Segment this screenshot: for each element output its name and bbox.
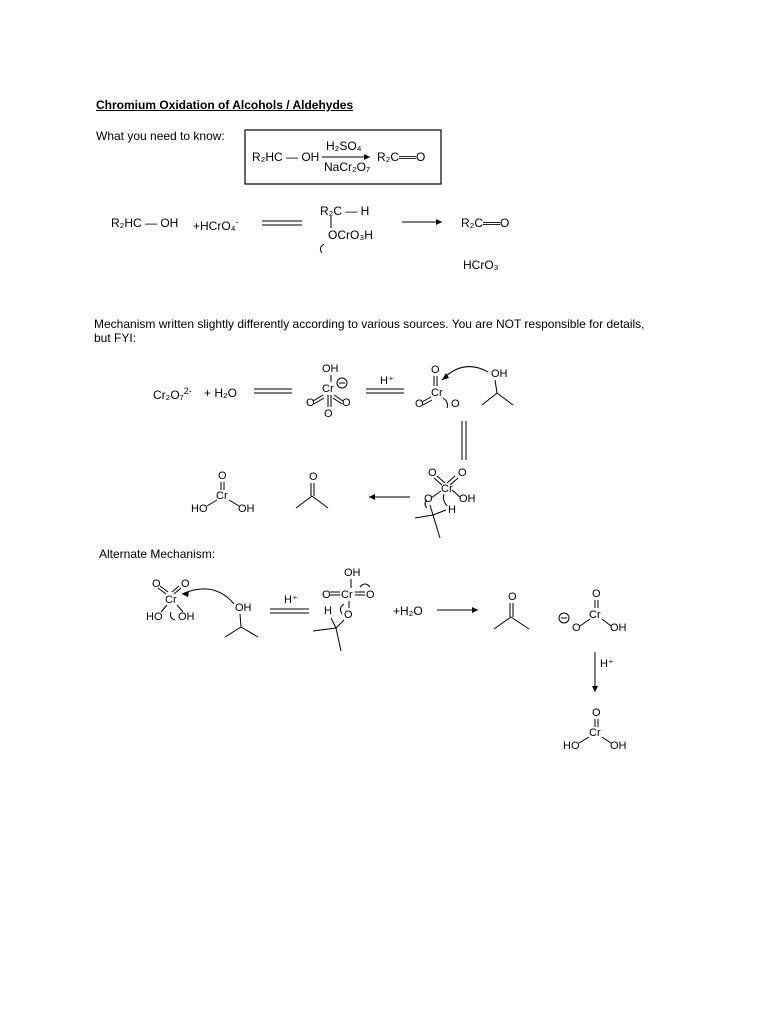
svg-text:Cr: Cr	[341, 589, 353, 601]
svg-text:OH: OH	[322, 363, 339, 375]
svg-text:H⁺: H⁺	[600, 658, 614, 670]
svg-text:O: O	[322, 589, 331, 601]
svg-text:Cr: Cr	[165, 594, 177, 606]
svg-text:OH: OH	[238, 503, 255, 515]
svg-text:O: O	[309, 471, 318, 483]
svg-text:OH: OH	[235, 602, 252, 614]
water-1: + H₂O	[204, 386, 237, 400]
svg-text:Cr: Cr	[216, 490, 228, 502]
boxed-reactant: R₂HC — OH	[252, 150, 320, 164]
alternate-heading: Alternate Mechanism:	[99, 547, 216, 561]
svg-text:O: O	[592, 707, 601, 719]
general-product: R₂C══O	[461, 216, 510, 230]
svg-text:H⁺: H⁺	[284, 594, 298, 606]
svg-text:O: O	[458, 467, 467, 479]
svg-text:H: H	[324, 605, 332, 617]
svg-text:O: O	[181, 578, 190, 590]
need-to-know-label: What you need to know:	[96, 129, 225, 143]
svg-text:O: O	[342, 397, 351, 409]
note-line-2: but FYI:	[94, 331, 137, 345]
svg-text:Cr: Cr	[589, 609, 601, 621]
intermediate-top: R₂C — H	[320, 204, 370, 218]
page-title: Chromium Oxidation of Alcohols / Aldehydes	[96, 98, 354, 112]
svg-text:H: H	[448, 504, 456, 516]
intermediate-bottom: OCrO₃H	[328, 228, 373, 242]
svg-text:Cr: Cr	[589, 727, 601, 739]
boxed-reagent-top: H₂SO₄	[326, 139, 362, 153]
dichromate: Cr₂O₇$^{2-}$	[153, 386, 192, 402]
svg-text:HO: HO	[563, 740, 580, 752]
alternate-water: +H₂O	[393, 604, 423, 618]
svg-text:OH: OH	[491, 368, 508, 380]
svg-text:O: O	[431, 364, 440, 376]
svg-text:Cr: Cr	[322, 383, 334, 395]
svg-text:Cr: Cr	[441, 483, 453, 495]
svg-text:O: O	[428, 467, 437, 479]
svg-text:O: O	[152, 578, 161, 590]
svg-text:O: O	[572, 622, 581, 634]
svg-text:OH: OH	[610, 622, 627, 634]
svg-text:O: O	[415, 398, 424, 410]
svg-text:O: O	[424, 493, 433, 505]
svg-text:O: O	[324, 408, 333, 420]
boxed-product: R₂C══O	[377, 150, 426, 164]
svg-text:O: O	[592, 588, 601, 600]
svg-text:Cr: Cr	[431, 387, 443, 399]
svg-text:OH: OH	[459, 493, 476, 505]
svg-text:OH: OH	[178, 611, 195, 623]
general-oxidant: +HCrO₄-	[193, 217, 239, 233]
svg-text:HO: HO	[191, 503, 208, 515]
svg-text:O: O	[451, 398, 460, 410]
svg-text:O: O	[306, 397, 315, 409]
svg-text:O: O	[344, 609, 353, 621]
note-line-1: Mechanism written slightly differently according to various sources. You are NOT responsible for details,	[94, 317, 645, 331]
svg-text:HO: HO	[146, 611, 163, 623]
svg-text:O: O	[366, 589, 375, 601]
general-alcohol: R₂HC — OH	[111, 216, 179, 230]
svg-text:H⁺: H⁺	[380, 375, 394, 387]
general-byproduct: HCrO₃	[463, 258, 499, 272]
svg-text:O: O	[508, 591, 517, 603]
svg-text:OH: OH	[610, 740, 627, 752]
svg-text:OH: OH	[344, 567, 361, 579]
svg-text:O: O	[218, 470, 227, 482]
boxed-reagent-bottom: NaCr₂O₇	[324, 160, 371, 174]
